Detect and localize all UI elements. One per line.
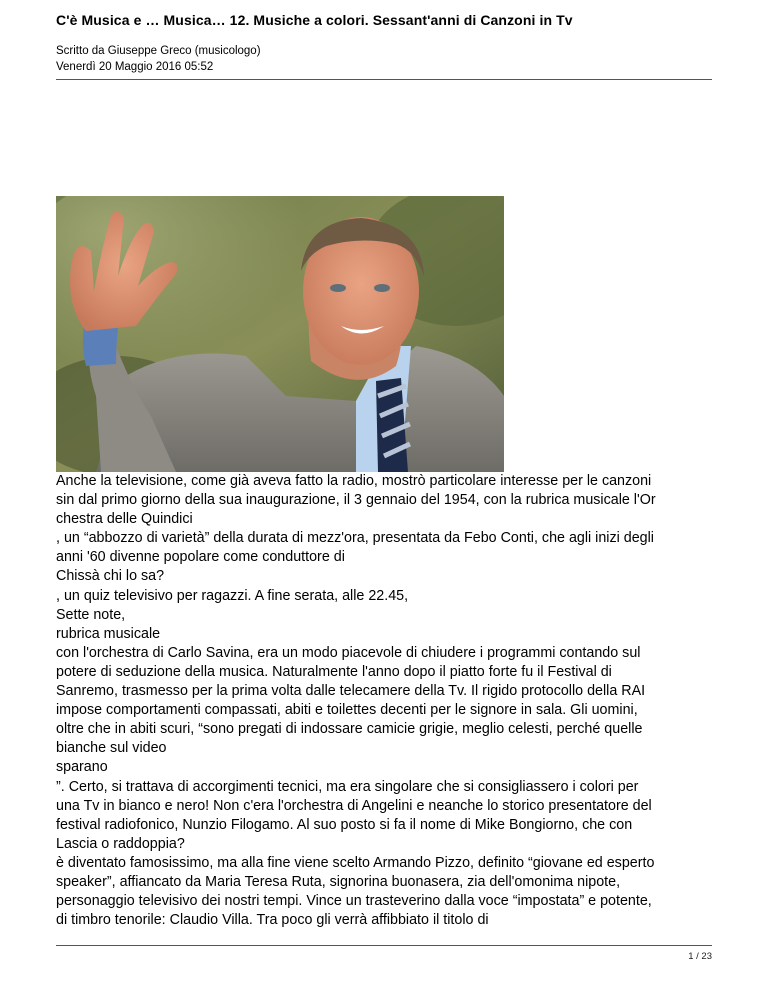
article-line: anni '60 divenne popolare come conduttore di	[56, 549, 345, 566]
article-line: con l'orchestra di Carlo Savina, era un modo piacevole di chiudere i programmi contando sul	[56, 644, 641, 661]
header-divider	[56, 79, 712, 80]
article-line: Chissà chi lo sa?	[56, 568, 165, 585]
article-line: bianche sul video	[56, 740, 167, 757]
article-line: , un “abbozzo di varietà” della durata di mezz'ora, presentata da Febo Conti, che agli inizi degli	[56, 530, 654, 547]
article-line: rubrica musicale	[56, 625, 161, 642]
footer-divider	[56, 945, 712, 946]
article-line: , un quiz televisivo per ragazzi. A fine serata, alle 22.45,	[56, 587, 409, 604]
page-number: 1 / 23	[688, 951, 712, 962]
article-line: Sette note,	[56, 606, 126, 623]
article-line: sin dal primo giorno della sua inaugurazione, il 3 gennaio del 1954, con la rubrica musicale l'Or	[56, 492, 656, 509]
article-line: di timbro tenorile: Claudio Villa. Tra poco gli verrà affibbiato il titolo di	[56, 912, 489, 929]
article-line: Anche la televisione, come già aveva fatto la radio, mostrò particolare interesse per le canzoni	[56, 473, 652, 489]
article-line: potere di seduzione della musica. Naturalmente l'anno dopo il piatto forte fu il Festival di	[56, 663, 612, 680]
article-line: ”. Certo, si trattava di accorgimenti tecnici, ma era singolare che si consigliassero i colori per	[56, 778, 639, 795]
author-line: Scritto da Giuseppe Greco (musicologo)	[56, 45, 261, 57]
article-line: Lascia o raddoppia?	[56, 835, 185, 852]
document-title: C'è Musica e … Musica… 12. Musiche a colori. Sessant'anni di Canzoni in Tv	[56, 12, 573, 28]
article-line: Sanremo, trasmesso per la prima volta dalle telecamere della Tv. Il rigido protocollo della RAI	[56, 683, 646, 700]
article-line: impose comportamenti compassati, abiti e toilettes decenti per le signore in sala. Gli uomini,	[56, 702, 638, 719]
article-line: speaker”, affiancato da Maria Teresa Ruta, signorina buonasera, zia dell'omonima nipote,	[56, 873, 621, 890]
article-body	[56, 472, 716, 930]
article-line: personaggio televisivo dei nostri tempi. Vince un trasteverino dalla voce “impostata” e potente,	[56, 893, 652, 910]
portrait-photo	[56, 196, 504, 472]
date-line: Venerdì 20 Maggio 2016 05:52	[56, 61, 214, 73]
article-line: sparano	[56, 759, 108, 776]
article-line: festival radiofonico, Nunzio Filogamo. Al suo posto si fa il nome di Mike Bongiorno, che con	[56, 816, 633, 833]
article-line: oltre che in abiti scuri, “sono pregati di indossare camicie grigie, meglio celesti, perché quelle	[56, 721, 643, 738]
article-line: chestra delle Quindici	[56, 511, 193, 528]
article-line: è diventato famosissimo, ma alla fine viene scelto Armando Pizzo, definito “giovane ed esperto	[56, 854, 655, 871]
article-meta	[56, 43, 261, 75]
article-line: una Tv in bianco e nero! Non c'era l'orchestra di Angelini e neanche lo storico presentatore del	[56, 797, 652, 814]
